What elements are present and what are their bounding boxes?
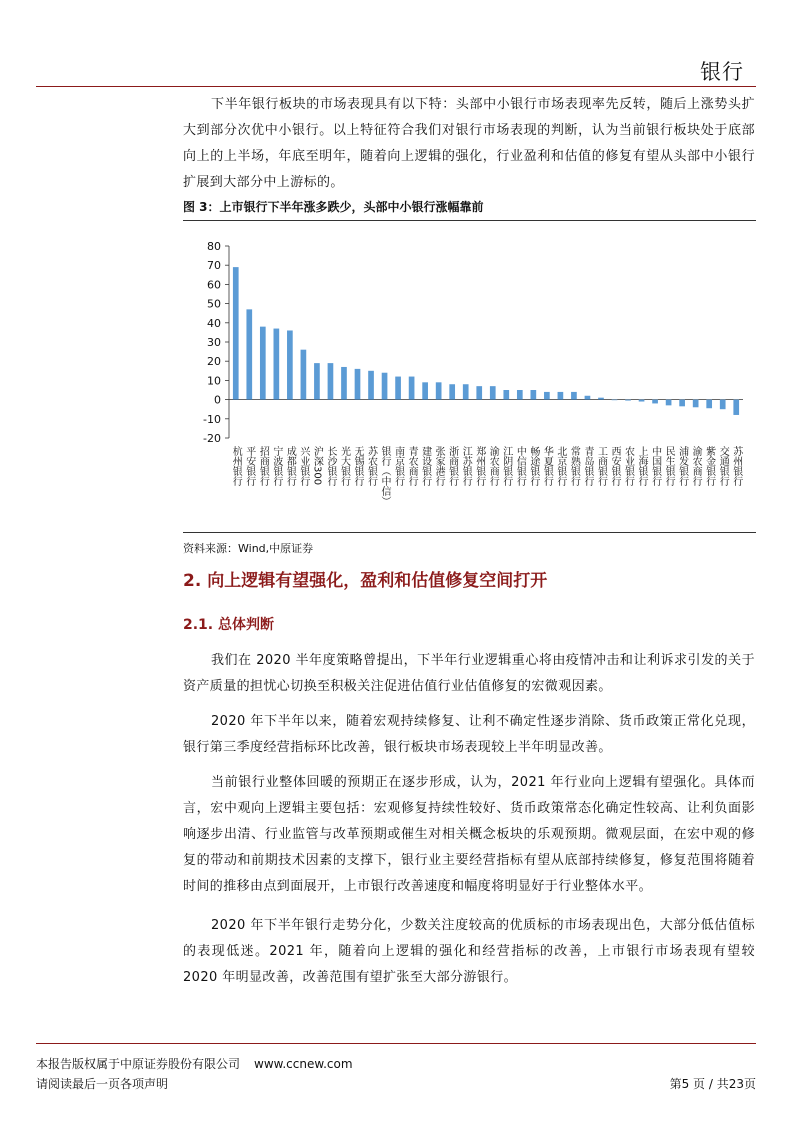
x-tick-label: 常熟银行	[568, 446, 580, 486]
footer-divider	[36, 1043, 756, 1044]
bar	[368, 371, 374, 400]
copyright-text: 本报告版权属于中原证券股份有限公司	[36, 1057, 241, 1071]
bar	[449, 384, 455, 399]
bar	[490, 386, 496, 399]
x-tick-label: 北京银行	[554, 446, 566, 486]
x-tick-label: 张家港行	[433, 446, 445, 486]
bar	[382, 373, 388, 400]
bar	[531, 390, 537, 400]
x-tick-label: 紫金银行	[703, 446, 715, 486]
website-link[interactable]: www.ccnew.com	[254, 1057, 353, 1071]
x-tick-label: 青农商行	[406, 446, 418, 486]
x-tick-label: 中国银行	[649, 446, 661, 486]
bar	[422, 382, 428, 399]
figure-title: 图 3：上市银行下半年涨多跌少，头部中小银行涨幅靠前	[183, 200, 484, 214]
bar	[409, 377, 415, 400]
bar	[395, 377, 401, 400]
bar	[233, 267, 239, 399]
bar	[666, 400, 672, 406]
bar	[733, 400, 739, 415]
x-tick-label: 畅途银行	[527, 446, 539, 486]
x-tick-label: 华夏银行	[541, 446, 553, 486]
y-tick-label: -10	[203, 412, 221, 426]
bar	[625, 400, 631, 401]
bar-chart	[183, 226, 756, 530]
header-divider	[36, 86, 756, 87]
x-tick-label: 兴业银行	[297, 446, 309, 486]
bar	[436, 382, 442, 399]
y-tick-label: -20	[203, 432, 221, 445]
bar	[274, 329, 280, 400]
body-paragraph-3: 当前银行业整体回暖的预期正在逐步形成，认为，2021 年行业向上逻辑有望强化。具体而言，宏中观向上逻辑主要包括：宏观修复持续性较好、货币政策常态化确定性较高、让利负面影响逐步出清、行业监管与改革预期或催生对相关概念板块的乐观预期。微观层面，在宏中观的修复的带动和前期技术因素的支撑下，银行业主要经营指标有望从底部持续修复，修复范围将随着时间的推移由点到面展开，上市银行改善速度和幅度将明显好于行业整体水平。	[183, 775, 755, 894]
bar	[355, 369, 361, 400]
bar	[260, 327, 266, 400]
x-tick-label: 江苏银行	[460, 446, 472, 486]
page-number: 第5 页 / 共23页	[669, 1077, 756, 1091]
x-tick-label: 郑州银行	[473, 446, 485, 486]
x-tick-label: 工商银行	[595, 446, 607, 486]
x-tick-label: 浦发银行	[676, 446, 688, 486]
x-tick-label: 青岛银行	[581, 446, 593, 486]
x-tick-label: 渝农商行	[690, 446, 702, 486]
x-tick-label: 中信银行	[514, 446, 526, 486]
figure-top-rule	[183, 220, 756, 221]
y-tick-label: 10	[207, 374, 221, 388]
body-paragraph-1: 我们在 2020 半年度策略曾提出，下半年行业逻辑重心将由疫情冲击和让利诉求引发的关于资产质量的担忧心切换至积极关注促进估值行业估值修复的宏微观因素。	[183, 653, 755, 694]
x-tick-label: 民生银行	[663, 446, 675, 486]
subsection-heading: 2.1. 总体判断	[183, 617, 274, 633]
x-tick-label: 宁波银行	[270, 446, 282, 486]
y-tick-label: 40	[207, 316, 221, 330]
y-tick-label: 0	[214, 393, 221, 407]
body-paragraph-4: 2020 年下半年银行走势分化，少数关注度较高的优质标的市场表现出色，大部分低估值标的表现低迷。2021 年，随着向上逻辑的强化和经营指标的改善，上市银行市场表现有望较 2020 年明显改善，改善范围有望扩张至大部分游银行。	[183, 918, 755, 985]
x-tick-label: 杭州银行	[230, 446, 242, 486]
x-tick-label: 招商银行	[257, 446, 269, 486]
bar	[301, 350, 307, 400]
bar	[287, 330, 293, 399]
x-axis-labels	[230, 445, 742, 506]
x-tick-label: 银行（中信）	[379, 446, 391, 506]
bar	[720, 400, 726, 410]
x-tick-label: 上海银行	[636, 446, 648, 486]
bar-series	[233, 267, 739, 415]
x-tick-label: 成都银行	[284, 446, 296, 486]
intro-paragraph: 下半年银行板块的市场表现具有以下特：头部中小银行市场表现率先反转，随后上涨势头扩大到部分次优中小银行。以上特征符合我们对银行市场表现的判断，认为当前银行板块处于底部向上的上半场，年底至明年，随着向上逻辑的强化，行业盈利和估值的修复有望从头部中小银行扩展到大部分中上游标的。	[183, 97, 755, 190]
bar	[706, 400, 712, 409]
footer-copyright	[36, 1055, 353, 1072]
footer-notice: 请阅读最后一页各项声明	[36, 1077, 169, 1091]
body-paragraph-2: 2020 年下半年以来，随着宏观持续修复、让利不确定性逐步消除、货币政策正常化兑现，银行第三季度经营指标环比改善，银行板块市场表现较上半年明显改善。	[183, 714, 755, 755]
y-tick-label: 50	[207, 297, 221, 311]
section-heading: 2. 向上逻辑有望强化，盈利和估值修复空间打开	[183, 571, 548, 591]
bar	[476, 386, 482, 399]
y-tick-label: 70	[207, 259, 221, 273]
bar	[517, 390, 523, 400]
y-tick-label: 20	[207, 355, 221, 369]
bar	[341, 367, 347, 400]
x-tick-label: 苏农银行	[365, 446, 377, 486]
bar	[246, 309, 252, 399]
x-tick-label: 长沙银行	[324, 446, 336, 486]
y-axis	[203, 240, 743, 445]
x-tick-label: 西安银行	[609, 446, 620, 486]
bar	[585, 396, 591, 400]
figure-bottom-rule	[183, 532, 756, 533]
x-tick-label: 无锡银行	[352, 446, 363, 486]
bar	[503, 390, 509, 400]
bar	[328, 363, 334, 399]
x-tick-label: 渝农商行	[487, 446, 499, 486]
bar	[693, 400, 699, 408]
bar	[679, 400, 685, 407]
x-tick-label: 交通银行	[717, 446, 729, 486]
x-tick-label: 苏州银行	[730, 446, 742, 486]
bar	[639, 400, 645, 402]
bar	[571, 392, 577, 400]
header-title: 银行	[700, 60, 744, 84]
bar	[652, 400, 658, 404]
bar	[558, 392, 564, 400]
x-tick-label: 建设银行	[419, 446, 431, 486]
bar	[612, 400, 618, 401]
x-tick-label: 浙商银行	[446, 446, 458, 486]
x-tick-label: 南京银行	[392, 446, 404, 486]
x-tick-label: 江阴银行	[500, 446, 512, 486]
bar	[544, 392, 550, 400]
y-tick-label: 60	[207, 278, 221, 292]
bar	[314, 363, 320, 399]
figure-source: 资料来源：Wind,中原证券	[183, 542, 314, 555]
y-tick-label: 80	[207, 240, 221, 253]
bar	[598, 398, 604, 400]
y-tick-label: 30	[207, 336, 221, 349]
x-tick-label: 光大银行	[338, 446, 350, 486]
x-tick-label: 沪深300	[311, 446, 323, 486]
x-tick-label: 平安银行	[243, 446, 255, 486]
bar	[463, 384, 469, 399]
x-tick-label: 农业银行	[622, 446, 634, 486]
